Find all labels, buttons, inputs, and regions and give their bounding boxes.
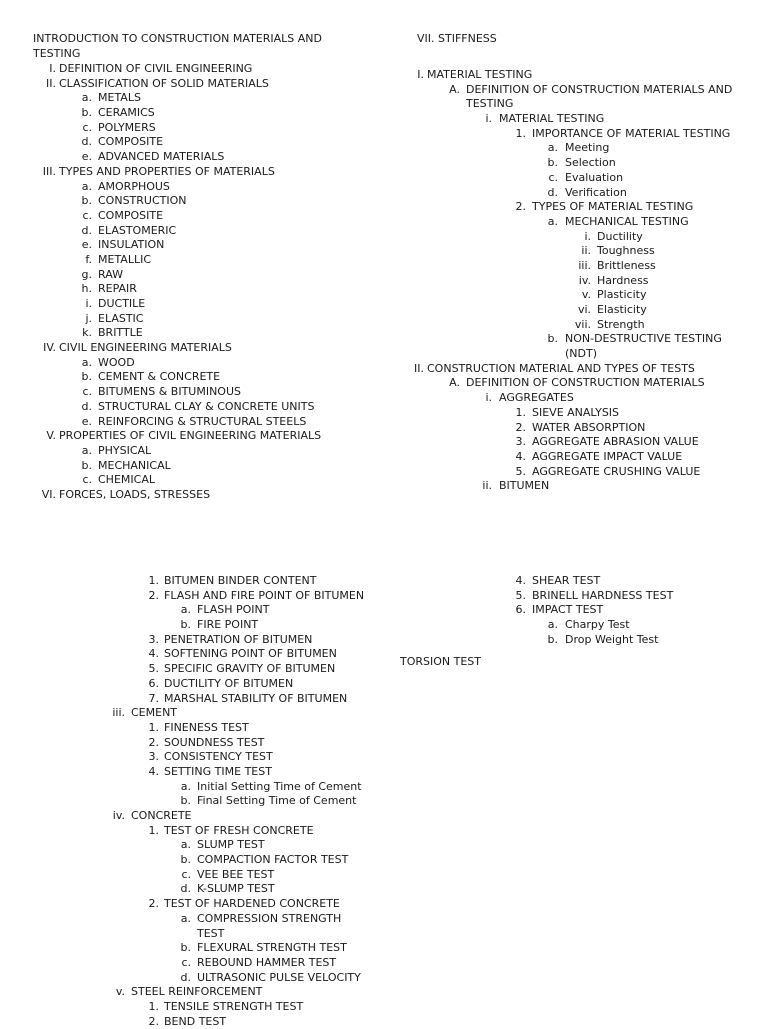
list-marker: ii. — [482, 479, 492, 493]
list-marker: d. — [180, 970, 191, 984]
list-item — [33, 385, 373, 400]
list-marker: 6. — [515, 603, 526, 617]
list-item — [33, 224, 373, 239]
list-item — [417, 421, 747, 436]
list-item — [0, 882, 390, 897]
list-item — [417, 112, 747, 127]
list-marker: i. — [485, 391, 492, 405]
list-item-text: SOUNDNESS TEST — [164, 735, 265, 749]
list-item-text: FINENESS TEST — [164, 720, 249, 734]
list-item-text: TEST OF FRESH CONCRETE — [164, 823, 314, 837]
list-marker: g. — [81, 267, 92, 281]
list-marker: 2. — [148, 735, 159, 749]
list-item-text: MATERIAL TESTING — [499, 112, 605, 126]
list-item — [417, 318, 747, 333]
list-item — [417, 288, 747, 303]
list-item — [33, 282, 373, 297]
list-item-text: Meeting — [565, 141, 610, 155]
list-item — [33, 415, 373, 430]
list-item — [33, 444, 373, 459]
list-item — [0, 692, 390, 707]
list-marker: c. — [82, 120, 92, 134]
list-item — [33, 312, 373, 327]
list-item-text: ELASTOMERIC — [98, 223, 177, 237]
list-item-text: SPECIFIC GRAVITY OF BITUMEN — [164, 662, 336, 676]
list-item — [0, 721, 390, 736]
list-marker: IV. — [43, 341, 56, 355]
list-marker: e. — [81, 414, 92, 428]
list-item — [33, 165, 373, 180]
list-item-text: BEND TEST — [164, 1014, 227, 1028]
list-marker: 4. — [515, 574, 526, 587]
list-item — [33, 194, 373, 209]
list-marker: 1. — [515, 126, 526, 140]
list-item-text: DUCTILE — [98, 297, 146, 310]
list-item-text: PHYSICAL — [98, 443, 152, 457]
list-marker: iii. — [112, 706, 125, 720]
list-marker: v. — [115, 985, 125, 999]
list-item-text: FLASH POINT — [197, 603, 270, 617]
list-item-text: SETTING TIME TEST — [164, 764, 272, 778]
list-item — [417, 68, 747, 83]
list-item — [33, 429, 373, 444]
list-item-text: TEST — [197, 926, 225, 940]
list-item-text: DUCTILITY OF BITUMEN — [164, 676, 294, 690]
list-marker: c. — [548, 170, 558, 184]
list-item-text: Verification — [565, 185, 627, 199]
list-marker: j. — [85, 311, 92, 325]
list-item-text: CIVIL ENGINEERING MATERIALS — [59, 341, 232, 355]
list-item-text: CONSTRUCTION — [98, 194, 187, 208]
list-item — [0, 677, 390, 692]
list-item-text: PENETRATION OF BITUMEN — [164, 632, 313, 646]
list-item — [0, 927, 390, 942]
list-marker: 1. — [515, 405, 526, 419]
list-marker: A. — [449, 82, 460, 96]
list-item-text: WATER ABSORPTION — [532, 420, 646, 434]
list-item-text: SOFTENING POINT OF BITUMEN — [164, 647, 337, 661]
list-marker: 5. — [515, 464, 526, 478]
list-item — [33, 473, 373, 488]
list-item — [0, 633, 768, 648]
list-item — [417, 435, 747, 450]
list-item — [417, 97, 747, 112]
list-marker: I. — [417, 68, 424, 81]
list-item — [417, 230, 747, 245]
list-marker: vii. — [574, 317, 591, 331]
list-item — [33, 121, 373, 136]
list-item — [417, 391, 747, 406]
list-item-text: TYPES AND PROPERTIES OF MATERIALS — [59, 164, 275, 178]
list-item — [0, 941, 390, 956]
list-item-text: AGGREGATE CRUSHING VALUE — [532, 464, 701, 478]
list-marker: 3. — [148, 632, 159, 646]
list-marker: h. — [81, 282, 92, 296]
list-item-text: PROPERTIES OF CIVIL ENGINEERING MATERIALS — [59, 429, 322, 443]
list-marker: 2. — [148, 897, 159, 911]
list-item-text: Drop Weight Test — [565, 632, 659, 646]
outline-top-right — [414, 31, 747, 494]
list-marker: a. — [180, 779, 191, 793]
list-item-text: Evaluation — [565, 170, 624, 184]
list-item-text: TESTING — [466, 97, 514, 111]
list-item — [417, 347, 747, 362]
list-item — [417, 141, 747, 156]
list-item-text: Charpy Test — [565, 618, 630, 632]
list-item — [33, 135, 373, 150]
list-item-text: RAW — [98, 267, 123, 281]
list-item — [0, 809, 390, 824]
outline-list — [414, 68, 747, 494]
list-item — [0, 868, 390, 883]
list-marker: d. — [81, 135, 92, 149]
list-marker: iv. — [578, 273, 591, 287]
list-item — [0, 1000, 390, 1015]
list-item — [0, 603, 768, 618]
list-marker: 1. — [148, 720, 159, 734]
list-item-text: ADVANCED MATERIALS — [98, 150, 225, 164]
list-marker: b. — [81, 370, 92, 384]
list-marker: a. — [547, 618, 558, 632]
list-item-text: CONSTRUCTION MATERIAL AND TYPES OF TESTS — [427, 361, 695, 375]
document-title-line-1: INTRODUCTION TO CONSTRUCTION MATERIALS AND — [33, 32, 322, 45]
list-item-text: REBOUND HAMMER TEST — [197, 955, 337, 969]
list-item — [0, 618, 768, 633]
list-item — [33, 77, 373, 92]
list-marker: d. — [81, 223, 92, 237]
list-item-text: WOOD — [98, 355, 135, 369]
list-item-text: AMORPHOUS — [98, 179, 170, 193]
list-marker: a. — [547, 214, 558, 228]
list-marker: a. — [81, 179, 92, 193]
list-item-text: IMPORTANCE OF MATERIAL TESTING — [532, 126, 731, 140]
list-item — [33, 356, 373, 371]
list-item-text: DEFINITION OF CONSTRUCTION MATERIALS — [466, 376, 705, 390]
list-item-text: MATERIAL TESTING — [427, 68, 533, 81]
list-marker: a. — [81, 443, 92, 457]
list-item — [33, 400, 373, 415]
list-marker: a. — [180, 838, 191, 852]
list-item — [33, 253, 373, 268]
list-item-text: METALS — [98, 91, 141, 105]
list-item — [417, 479, 747, 494]
list-item-text: CONSISTENCY TEST — [164, 750, 273, 764]
list-item — [0, 985, 390, 1000]
list-item-text: Strength — [597, 317, 645, 331]
list-item — [417, 171, 747, 186]
list-item-text: TEST OF HARDENED CONCRETE — [164, 897, 340, 911]
list-marker: a. — [547, 141, 558, 155]
list-item — [417, 450, 747, 465]
list-item — [0, 956, 390, 971]
list-item — [414, 361, 747, 377]
list-item-text: DEFINITION OF CONSTRUCTION MATERIALS AND — [466, 82, 733, 96]
list-item-text: CERAMICS — [98, 106, 155, 120]
list-marker: b. — [81, 194, 92, 208]
list-marker: 5. — [148, 662, 159, 676]
list-marker: b. — [180, 853, 191, 867]
list-item-text: TENSILE STRENGTH TEST — [164, 999, 304, 1013]
list-item-text: MARSHAL STABILITY OF BITUMEN — [164, 691, 348, 705]
list-item-text: REINFORCING & STRUCTURAL STEELS — [98, 414, 307, 428]
list-item-text: ULTRASONIC PULSE VELOCITY — [197, 970, 361, 984]
list-item-text: BRINELL HARDNESS TEST — [532, 588, 674, 602]
list-item-text: INSULATION — [98, 238, 165, 252]
list-marker: 4. — [148, 764, 159, 778]
list-item-text: SHEAR TEST — [532, 574, 601, 587]
list-marker: V. — [46, 429, 56, 443]
list-item-text: K-SLUMP TEST — [197, 882, 275, 896]
list-item — [33, 209, 373, 224]
list-item — [33, 91, 373, 106]
list-marker: c. — [181, 955, 191, 969]
outline-list — [33, 62, 373, 503]
list-marker: c. — [181, 867, 191, 881]
list-marker: 2. — [515, 200, 526, 214]
list-item-text: FLEXURAL STRENGTH TEST — [197, 941, 347, 955]
list-marker: c. — [82, 473, 92, 487]
list-item-text: COMPACTION FACTOR TEST — [197, 853, 349, 867]
list-marker: 2. — [148, 1014, 159, 1028]
list-item-text: METALLIC — [98, 252, 152, 266]
list-item-text: AGGREGATE ABRASION VALUE — [532, 435, 699, 449]
list-item-text: TYPES OF MATERIAL TESTING — [532, 200, 694, 214]
list-item — [417, 156, 747, 171]
list-item-text: REPAIR — [98, 282, 137, 296]
list-marker: v. — [581, 288, 591, 302]
list-item-text: (NDT) — [565, 347, 598, 361]
list-item — [33, 106, 373, 121]
list-item-text: STEEL REINFORCEMENT — [131, 985, 263, 999]
list-item — [0, 589, 768, 604]
list-marker: 5. — [515, 588, 526, 602]
list-item-text: Plasticity — [597, 288, 647, 302]
list-marker: b. — [547, 156, 558, 170]
list-item — [0, 662, 390, 677]
list-item-text: CONCRETE — [131, 809, 192, 822]
list-marker: II. — [414, 361, 424, 375]
list-marker: vi. — [577, 303, 591, 316]
list-marker: b. — [81, 458, 92, 472]
list-item-text: SLUMP TEST — [197, 838, 265, 852]
list-item — [417, 215, 747, 230]
list-item — [417, 200, 747, 215]
list-item — [33, 180, 373, 195]
list-marker: I. — [49, 62, 56, 75]
list-item — [417, 186, 747, 201]
list-item-text: BRITTLE — [98, 326, 143, 340]
list-item — [0, 794, 390, 809]
list-marker: d. — [180, 882, 191, 896]
list-item-text: BITUMEN — [499, 479, 550, 493]
list-item — [0, 750, 390, 765]
list-marker: b. — [180, 618, 191, 632]
list-item-text: Selection — [565, 156, 616, 170]
list-item — [417, 127, 747, 142]
list-item-text: SIEVE ANALYSIS — [532, 405, 620, 419]
list-item — [0, 706, 390, 721]
list-item — [0, 765, 390, 780]
list-item-text: IMPACT TEST — [532, 603, 604, 617]
list-marker: VI. — [41, 487, 56, 501]
list-item-text: Final Setting Time of Cement — [197, 794, 357, 808]
list-item — [33, 326, 373, 341]
list-item-text: Ductility — [597, 229, 643, 243]
list-marker: d. — [547, 185, 558, 199]
list-item-text: COMPRESSION STRENGTH — [197, 911, 342, 925]
list-marker: k. — [82, 326, 92, 340]
list-item — [0, 647, 390, 662]
list-marker: b. — [547, 632, 558, 646]
outline-list — [0, 574, 768, 647]
list-marker: f. — [85, 252, 92, 266]
list-marker: 1. — [148, 999, 159, 1013]
list-item-text: Elasticity — [597, 303, 647, 316]
list-item — [33, 488, 373, 503]
list-marker: e. — [81, 238, 92, 252]
list-item-text: CEMENT & CONCRETE — [98, 370, 221, 384]
list-marker: e. — [81, 150, 92, 164]
list-marker: 3. — [515, 435, 526, 449]
list-item-text: COMPOSITE — [98, 135, 164, 149]
list-item-text: Initial Setting Time of Cement — [197, 779, 362, 793]
list-item-text: Hardness — [597, 273, 649, 287]
list-item-text: AGGREGATES — [499, 391, 574, 405]
list-item — [417, 303, 747, 318]
list-item — [417, 465, 747, 480]
list-item-text: CHEMICAL — [98, 473, 155, 487]
list-item-text: FIRE POINT — [197, 618, 259, 632]
list-item-text: MECHANICAL — [98, 458, 171, 472]
list-item-text: AGGREGATE IMPACT VALUE — [532, 449, 683, 463]
list-item-text: BITUMEN BINDER CONTENT — [164, 574, 317, 587]
list-item — [417, 83, 747, 98]
list-marker: i. — [485, 112, 492, 126]
list-marker: i. — [584, 229, 591, 243]
list-marker: b. — [180, 941, 191, 955]
list-marker: 7. — [148, 691, 159, 705]
list-item-text: VEE BEE TEST — [197, 867, 275, 881]
list-item-text: FLASH AND FIRE POINT OF BITUMEN — [164, 588, 365, 602]
list-marker: ii. — [581, 244, 591, 258]
list-item — [0, 780, 390, 795]
list-item-text: NON-DESTRUCTIVE TESTING — [565, 332, 722, 346]
list-item-text: CLASSIFICATION OF SOLID MATERIALS — [59, 76, 269, 90]
list-item-text: STRUCTURAL CLAY & CONCRETE UNITS — [98, 399, 315, 413]
list-item — [0, 574, 768, 589]
list-marker: b. — [180, 794, 191, 808]
list-marker: a. — [180, 603, 191, 617]
list-item — [417, 274, 747, 289]
list-item — [417, 376, 747, 391]
list-marker: 4. — [148, 647, 159, 661]
list-item-text: DEFINITION OF CIVIL ENGINEERING — [59, 62, 253, 75]
list-item — [33, 268, 373, 283]
document-title-line-2: TESTING — [33, 47, 81, 60]
list-item — [0, 853, 390, 868]
list-item-text: POLYMERS — [98, 120, 156, 134]
list-item-text: Brittleness — [597, 258, 656, 272]
list-item — [33, 238, 373, 253]
list-marker: a. — [180, 911, 191, 925]
list-marker: c. — [82, 385, 92, 399]
list-marker: b. — [81, 106, 92, 120]
outline-top-left — [33, 31, 373, 503]
list-item — [33, 62, 373, 77]
list-item-text: Toughness — [597, 244, 655, 258]
list-item — [0, 824, 390, 839]
list-marker: A. — [449, 376, 460, 390]
torsion-test-heading: TORSION TEST — [400, 655, 482, 668]
list-item — [33, 459, 373, 474]
list-item — [33, 370, 373, 385]
list-marker: 1. — [148, 823, 159, 837]
document-title — [33, 31, 373, 61]
list-marker: iv. — [112, 809, 125, 822]
list-item — [33, 341, 373, 356]
section-heading-stiffness: VII. STIFFNESS — [417, 32, 497, 45]
list-item — [0, 736, 390, 751]
list-item — [417, 406, 747, 421]
list-marker: III. — [42, 164, 56, 178]
list-marker: i. — [85, 297, 92, 310]
list-marker: 2. — [148, 588, 159, 602]
list-marker: b. — [547, 332, 558, 346]
list-marker: 1. — [148, 574, 159, 587]
list-item — [0, 838, 390, 853]
list-item — [417, 259, 747, 274]
list-item — [417, 332, 747, 347]
list-marker: iii. — [578, 258, 591, 272]
list-item-text: FORCES, LOADS, STRESSES — [59, 487, 211, 501]
list-item — [0, 971, 390, 986]
list-marker: 6. — [148, 676, 159, 690]
list-marker: d. — [81, 399, 92, 413]
list-item-text: BITUMENS & BITUMINOUS — [98, 385, 241, 399]
list-item — [0, 897, 390, 912]
list-item — [33, 150, 373, 165]
list-item-text: ELASTIC — [98, 311, 144, 325]
list-marker: a. — [81, 91, 92, 105]
list-item — [417, 244, 747, 259]
list-item-text: CEMENT — [131, 706, 178, 720]
list-item — [0, 1015, 390, 1029]
list-marker: c. — [82, 208, 92, 222]
list-item — [0, 912, 390, 927]
list-marker: II. — [46, 76, 56, 90]
list-item-text: COMPOSITE — [98, 208, 164, 222]
list-item-text: MECHANICAL TESTING — [565, 214, 689, 228]
list-marker: 2. — [515, 420, 526, 434]
list-item — [33, 297, 373, 312]
list-marker: a. — [81, 355, 92, 369]
list-marker: 3. — [148, 750, 159, 764]
list-marker: 4. — [515, 449, 526, 463]
